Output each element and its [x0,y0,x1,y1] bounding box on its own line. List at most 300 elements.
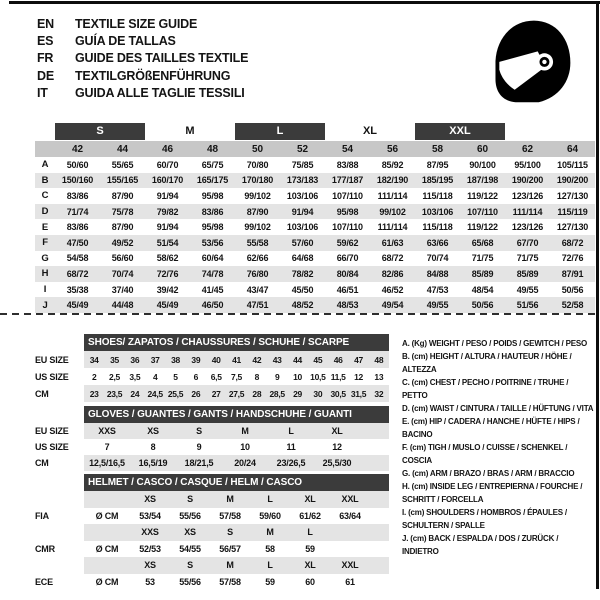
measure-cell: 85/92 [381,159,404,170]
language-row [37,16,248,33]
measure-row-f [35,235,595,251]
value-cell: 10,5 [310,371,326,382]
size-number-cell: 42 [71,143,84,155]
language-code: IT [37,85,48,100]
value-cell: S [196,426,202,436]
size-band-row [35,123,595,140]
value-cell: 12,5/16,5 [89,458,125,468]
row-values [84,455,389,471]
measure-cell: 90/100 [469,159,496,170]
measure-cell: 50/56 [471,300,494,311]
value-cell: 9 [196,442,202,452]
measure-cell: 115/119 [557,206,588,217]
value-cell: 12 [332,442,342,452]
row-label: US SIZE [35,442,69,452]
value-cell: 8 [254,371,260,382]
size-cell: S [227,527,233,538]
legend-item: G. (cm) ARM / BRAZO / BRAS / ARM / BRACCIO [402,469,575,478]
value-cell: 59 [265,576,275,587]
unit-cell: Ø CM [95,543,119,554]
size-group-spacer [505,123,550,140]
row-letter: J [42,299,48,311]
measure-cell: 150/160 [61,175,94,186]
measure-cell: 65/75 [201,159,224,170]
measure-cell: 185/195 [421,175,454,186]
measure-cell: 95/98 [336,206,359,217]
measure-cell: 71/75 [471,253,494,264]
measure-cell: 72/76 [561,253,584,264]
value-cell: 10 [293,371,302,382]
value-cell: 59 [305,543,315,554]
value-cell: 27 [211,388,221,399]
measure-cell: 70/74 [111,268,134,279]
measure-cell: 190/200 [511,175,544,186]
language-code: ES [37,34,54,49]
measure-cell: 68/72 [561,237,584,248]
language-title-block [37,16,248,102]
size-group-m: M [185,125,195,137]
measure-cell: 82/86 [381,268,404,279]
size-group-xl: XL [362,125,378,137]
measure-cell: 60/64 [201,253,224,264]
row-letter: H [41,268,49,280]
measure-cell: 57/60 [291,237,314,248]
value-cell: 11,5 [330,371,346,382]
measure-cell: 111/114 [377,222,408,233]
value-cell: 6,5 [210,371,222,382]
measure-cell: 41/45 [201,284,224,295]
value-cell: 63/64 [339,510,361,521]
guide-title: TEXTILGRÖßENFÜHRUNG [75,68,231,83]
size-cell: XXS [141,527,159,538]
measure-cell: 78/82 [291,268,314,279]
measure-cell: 48/53 [336,300,359,311]
racing-helmet-icon [483,12,579,108]
legend-item: F. (cm) TIGH / MUSLO / CUISSE / SCHENKEL / COSCIA [402,443,568,465]
value-cell: 5 [173,371,178,382]
sizes-values [84,491,389,508]
measure-cell: 99/102 [379,206,406,217]
value-cell: 61 [345,576,355,587]
legend-item: I. (cm) SHOULDERS / HOMBROS / ÉPAULES / SCHULTERN / SPALLE [402,508,567,530]
measure-cell: 54/58 [66,253,89,264]
homologation-values [84,574,389,591]
row-label: CM [35,388,49,399]
row-values [84,385,389,402]
legend-item: E. (cm) HIP / CADERA / HANCHE / HÜFTE / HIPS / BACINO [402,417,580,439]
table-row [35,385,389,402]
homologation-label-ece: ECE [35,576,53,587]
measure-cell: 49/52 [111,237,134,248]
right-border-line [596,1,599,589]
measure-cell: 44/48 [111,300,134,311]
measure-cell: 95/100 [514,159,541,170]
measure-cell: 91/94 [156,222,179,233]
measure-cell: 65/68 [471,237,494,248]
value-cell: 2,5 [109,371,120,382]
measure-cell: 46/50 [201,300,224,311]
measure-cell: 68/72 [66,268,89,279]
measure-cell: 84/88 [426,268,449,279]
value-cell: 23,5 [106,388,123,399]
measure-cell: 99/102 [244,222,271,233]
measure-cell: 55/58 [246,237,269,248]
guide-title: GUIDA ALLE TAGLIE TESSILI [75,85,245,100]
value-cell: 24,5 [147,388,163,399]
legend-item: B. (cm) HEIGHT / ALTURA / HAUTEUR / HÖHE / ALTEZZA [402,352,572,374]
homologation-values [84,541,389,558]
size-number-cell: 60 [476,143,489,155]
value-cell: 44 [293,354,302,365]
shoes-table-title: SHOES/ ZAPATOS / CHAUSSURES / SCHUHE / SCARPE [84,334,389,351]
value-cell: 30,5 [330,388,346,399]
measure-cell: 72/76 [156,268,179,279]
measure-cell: 103/106 [421,206,454,217]
measure-cell: 70/74 [426,253,449,264]
guide-title: TEXTILE SIZE GUIDE [75,17,198,31]
measure-cell: 39/42 [156,284,179,295]
measure-cell: 177/187 [331,175,364,186]
legend-item: J. (cm) BACK / ESPALDA / DOS / ZURÜCK / INDIETRO [402,534,559,556]
measure-cell: 83/86 [66,190,89,201]
size-cell: S [187,560,193,571]
value-cell: 8 [150,442,156,452]
measure-cell: 182/190 [376,175,409,186]
value-cell: 31,5 [350,388,367,399]
size-cell: L [267,494,273,505]
value-cell: XXS [98,426,116,436]
value-cell: 40 [211,354,221,365]
value-cell: 38 [171,354,180,365]
legend-item: D. (cm) WAIST / CINTURA / TAILLE / HÜFTUNG / VITA [402,404,594,413]
measure-cell: 43/47 [246,284,269,295]
value-cell: XS [147,426,159,436]
measure-row-c [35,188,595,204]
row-letter: F [42,237,48,249]
measure-cell: 76/80 [246,268,269,279]
measure-cell: 74/78 [201,268,224,279]
shoes-table-rows [35,351,389,402]
measure-cell: 71/74 [66,206,89,217]
value-cell: 4 [152,371,158,382]
size-cell: XS [144,560,156,571]
helmet-table-rows [35,491,389,590]
value-cell: 6 [193,371,199,382]
measure-cell: 61/63 [381,237,404,248]
value-cell: 28 [252,388,262,399]
measure-cell: 45/49 [156,300,179,311]
measure-cell: 87/91 [561,268,584,279]
measure-cell: 105/115 [557,159,588,170]
language-code: EN [37,17,54,31]
value-cell: 54/55 [179,543,201,554]
row-values [84,351,389,368]
value-cell: 3,5 [129,371,141,382]
measure-row-e [35,219,595,235]
row-label: US SIZE [35,371,69,382]
value-cell: 48 [374,354,384,365]
size-number-cell: 50 [251,143,264,155]
value-cell: 25,5/30 [322,458,352,468]
value-cell: 56/57 [219,543,241,554]
measure-row-i [35,282,595,298]
size-cell: M [266,527,274,538]
value-cell: 32 [374,388,384,399]
size-cell: M [226,494,234,505]
main-size-table [35,123,595,313]
gloves-header-row [35,406,389,423]
homologation-label-fia: FIA [35,510,49,521]
measure-cell: 87/90 [246,206,269,217]
measure-cell: 49/55 [516,284,539,295]
size-group-l: L [235,123,325,140]
measure-cell: 83/88 [336,159,359,170]
row-label: CM [35,458,49,468]
helmet-value-row [35,541,389,558]
value-cell: 23/26,5 [276,458,306,468]
legend-item: C. (cm) CHEST / PECHO / POITRINE / TRUHE / PETTO [402,378,569,400]
measure-row-h [35,266,595,282]
value-cell: 7,5 [231,371,242,382]
measure-cell: 170/180 [241,175,274,186]
helmet-sizes-row [35,491,389,508]
measure-cell: 115/118 [422,222,453,233]
row-values [84,439,389,455]
value-cell: 52/53 [139,543,161,554]
size-cell: L [307,527,313,538]
measure-cell: 50/56 [561,284,584,295]
measure-cell: 68/72 [381,253,404,264]
size-cell: XL [304,560,316,571]
size-cell: XS [144,494,156,505]
table-row [35,368,389,385]
table-row [35,455,389,471]
measure-cell: 55/65 [111,159,134,170]
helmet-sizes-row [35,557,389,574]
measure-cell: 115/118 [422,190,453,201]
value-cell: 7 [104,442,110,452]
value-cell: 26 [191,388,201,399]
value-cell: 35 [110,354,119,365]
measure-cell: 187/198 [466,175,499,186]
value-cell: 53 [145,576,155,587]
measure-cell: 80/84 [336,268,359,279]
measure-cell: 51/54 [156,237,179,248]
row-letter: B [41,174,49,186]
helmet-sizes-row [35,524,389,541]
value-cell: 16,5/19 [138,458,168,468]
size-number-cell: 54 [341,143,354,155]
value-cell: 58 [265,543,275,554]
unit-cell: Ø CM [95,576,119,587]
size-cell: XS [184,527,196,538]
section-divider [0,313,600,315]
value-cell: 13 [374,371,384,382]
language-row [37,85,248,102]
size-number-cell: 46 [161,143,174,155]
measure-cell: 83/86 [66,222,89,233]
measure-cell: 103/106 [286,222,319,233]
row-letter: C [41,190,49,202]
measure-cell: 47/50 [66,237,89,248]
size-group-s: S [55,123,145,140]
measure-cell: 75/78 [111,206,134,217]
gloves-table-rows [35,423,389,471]
row-letter: A [41,159,49,171]
table-row [35,351,389,368]
measure-cell: 64/68 [291,253,314,264]
value-cell: L [288,426,294,436]
measure-cell: 85/89 [471,268,494,279]
value-cell: 47 [354,354,363,365]
value-cell: 36 [130,354,140,365]
value-cell: 57/58 [219,576,241,587]
size-cell: XL [304,494,316,505]
homologation-label-cmr: CMR [35,543,55,554]
value-cell: 25,5 [167,388,184,399]
sizes-values [84,557,389,574]
measure-cell: 155/165 [106,175,139,186]
measure-cell: 62/66 [246,253,269,264]
value-cell: 18/21,5 [184,458,214,468]
table-row [35,423,389,439]
value-cell: 37 [150,354,160,365]
measure-cell: 103/106 [286,190,319,201]
value-cell: 34 [89,354,99,365]
value-cell: 59/60 [259,510,281,521]
size-cell: XXL [341,560,359,571]
value-cell: 55/56 [179,576,201,587]
measure-cell: 127/130 [556,190,589,201]
measure-cell: 165/175 [196,175,229,186]
language-code: FR [37,51,54,66]
measure-cell: 35/38 [66,284,89,295]
measure-cell: 60/70 [156,159,179,170]
value-cell: 9 [274,371,280,382]
measure-cell: 46/52 [381,284,404,295]
value-cell: 23 [89,388,99,399]
measure-cell: 50/60 [66,159,89,170]
measure-cell: 66/70 [336,253,359,264]
measure-cell: 48/52 [291,300,314,311]
language-row [37,50,248,67]
homologation-values [84,508,389,525]
size-number-cell: 52 [296,143,309,155]
size-cell: XXL [341,494,359,505]
measure-cell: 99/102 [244,190,271,201]
value-cell: 46 [333,354,343,365]
size-cell: S [187,494,193,505]
row-label: EU SIZE [35,354,69,365]
measure-row-a [35,157,595,173]
measure-cell: 45/50 [291,284,314,295]
unit-cell: Ø CM [95,510,119,521]
value-cell: 45 [313,354,323,365]
size-number-cell: 56 [386,143,399,155]
measure-cell: 85/89 [516,268,539,279]
legend-item: H. (cm) INSIDE LEG / ENTREPIERNA / FOURCHE / SCHRITT / FORCELLA [402,482,583,504]
size-number-row [35,141,595,157]
measure-cell: 47/53 [426,284,449,295]
measure-cell: 49/54 [381,300,404,311]
size-cell: M [226,560,234,571]
table-row [35,439,389,455]
language-code: DE [37,68,54,83]
row-letter: I [43,284,47,296]
measure-cell: 70/80 [246,159,269,170]
measure-cell: 107/110 [467,206,498,217]
measure-cell: 45/49 [66,300,89,311]
measure-cell: 52/58 [561,300,584,311]
measure-cell: 119/122 [467,190,498,201]
value-cell: 24 [130,388,140,399]
measure-cell: 91/94 [291,206,314,217]
value-cell: 60 [305,576,315,587]
measure-row-g [35,251,595,267]
size-number-cell: 44 [116,143,129,155]
size-number-cell: 64 [566,143,579,155]
measure-cell: 91/94 [156,190,179,201]
row-label: EU SIZE [35,426,69,436]
shoes-header-row [35,334,389,351]
value-cell: 29 [293,388,302,399]
helmet-value-row [35,574,389,591]
measure-cell: 107/110 [332,222,363,233]
value-cell: M [241,426,249,436]
row-letter: G [41,252,49,264]
measure-cell: 160/170 [151,175,184,186]
value-cell: 42 [252,354,262,365]
helmet-header-row [35,474,389,491]
value-cell: 12 [354,371,363,382]
row-values [84,368,389,385]
size-group-spacer [35,123,55,140]
size-cell: L [267,560,273,571]
measure-cell: 71/75 [516,253,539,264]
measure-cell: 46/51 [336,284,359,295]
measure-cell: 87/90 [111,222,134,233]
value-cell: 57/58 [219,510,241,521]
measure-cell: 190/200 [556,175,589,186]
size-number-cell: 48 [206,143,219,155]
value-cell: 61/62 [299,510,321,521]
measure-cell: 119/122 [467,222,498,233]
measure-cell: 79/82 [156,206,179,217]
language-row [37,68,248,85]
value-cell: 28,5 [269,388,285,399]
measure-cell: 53/56 [201,237,224,248]
value-cell: 2 [91,371,97,382]
value-cell: XL [331,426,343,436]
size-group-xxl: XXL [415,123,505,140]
sizes-values [84,524,389,541]
value-cell: 41 [232,354,241,365]
size-number-cell: 58 [431,143,444,155]
measure-cell: 56/60 [111,253,134,264]
size-number-cell: 62 [521,143,534,155]
measure-cell: 123/126 [511,222,544,233]
top-border-line [9,1,600,4]
value-cell: 11 [286,442,296,452]
value-cell: 30 [313,388,323,399]
row-letter: E [41,221,49,233]
value-cell: 27,5 [228,388,245,399]
measure-row-b [35,173,595,189]
measure-row-d [35,204,595,220]
measure-cell: 58/62 [156,253,179,264]
measure-cell: 95/98 [201,190,224,201]
measure-cell: 127/130 [556,222,589,233]
